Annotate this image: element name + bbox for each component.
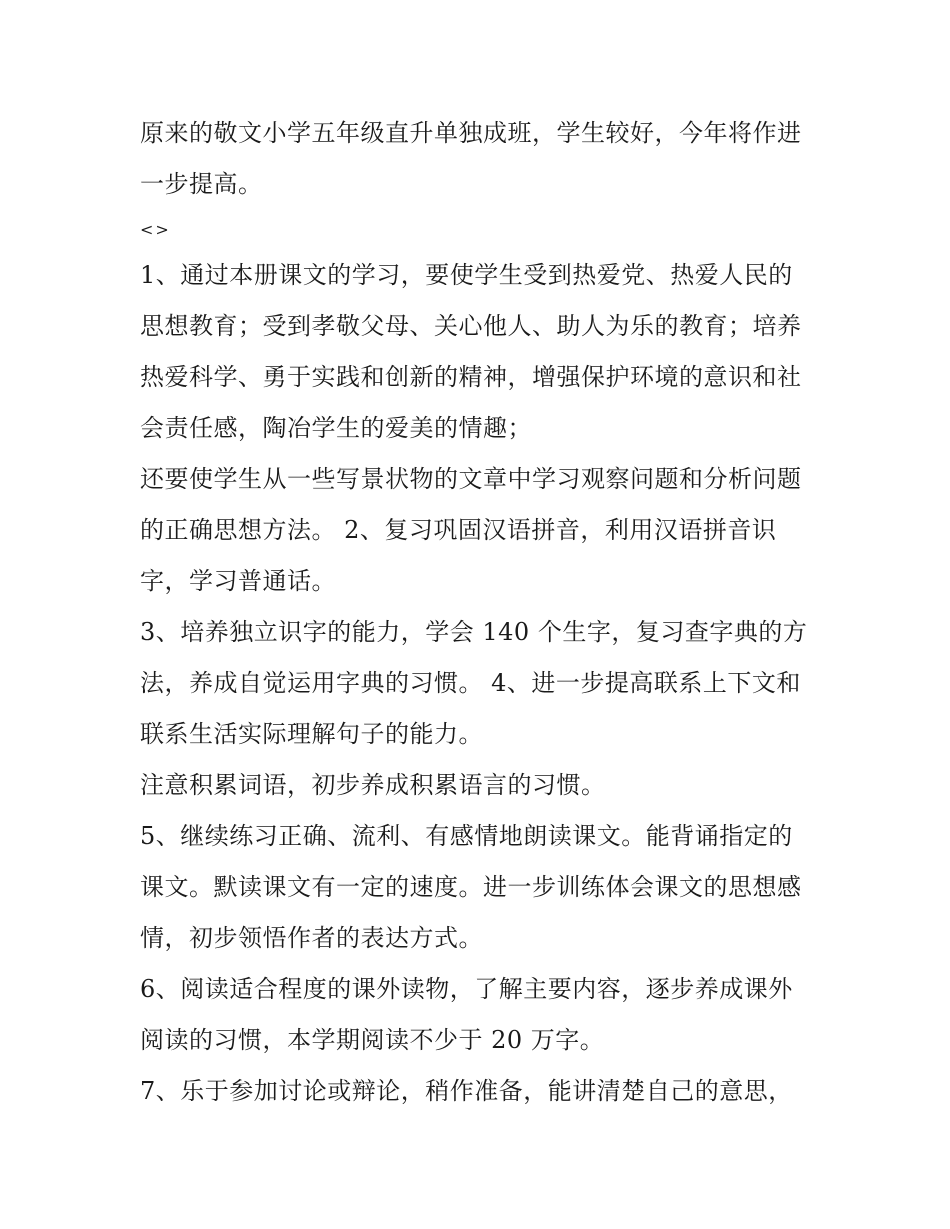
text-line: 课文。默读课文有一定的速度。进一步训练体会课文的思想感 (140, 873, 802, 901)
text-line: 原来的敬文小学五年级直升单独成班，学生较好，今年将作进 (140, 119, 802, 147)
text-line: 3、培养独立识字的能力，学会 140 个生字，复习查字典的方 (140, 618, 808, 646)
text-line: 一步提高。 (140, 170, 263, 198)
document-body (140, 108, 820, 1117)
text-line: 还要使学生从一些写景状物的文章中学习观察问题和分析问题 (140, 465, 802, 493)
text-line: 注意积累词语，初步养成积累语言的习惯。 (140, 771, 606, 799)
text-line: 阅读的习惯，本学期阅读不少于 20 万字。 (140, 1026, 605, 1054)
text-line: 的正确思想方法。 2、复习巩固汉语拼音，利用汉语拼音识 (140, 516, 777, 544)
text-line-symbol: <> (140, 220, 171, 239)
text-line: 思想教育；受到孝敬父母、关心他人、助人为乐的教育；培养 (140, 312, 802, 340)
text-line: 联系生活实际理解句子的能力。 (140, 720, 483, 748)
text-line: 7、乐于参加讨论或辩论，稍作准备，能讲清楚自己的意思， (140, 1077, 793, 1105)
text-line: 5、继续练习正确、流利、有感情地朗读课文。能背诵指定的 (140, 822, 793, 850)
text-line: 会责任感，陶冶学生的爱美的情趣； (140, 414, 532, 442)
text-line: 情，初步领悟作者的表达方式。 (140, 924, 483, 952)
text-line: 热爱科学、勇于实践和创新的精神，增强保护环境的意识和社 (140, 363, 802, 391)
text-line: 法，养成自觉运用字典的习惯。 4、进一步提高联系上下文和 (140, 669, 801, 697)
text-line: 6、阅读适合程度的课外读物，了解主要内容，逐步养成课外 (140, 975, 793, 1003)
text-line: 1、通过本册课文的学习，要使学生受到热爱党、热爱人民的 (140, 261, 793, 289)
text-line: 字，学习普通话。 (140, 567, 336, 595)
